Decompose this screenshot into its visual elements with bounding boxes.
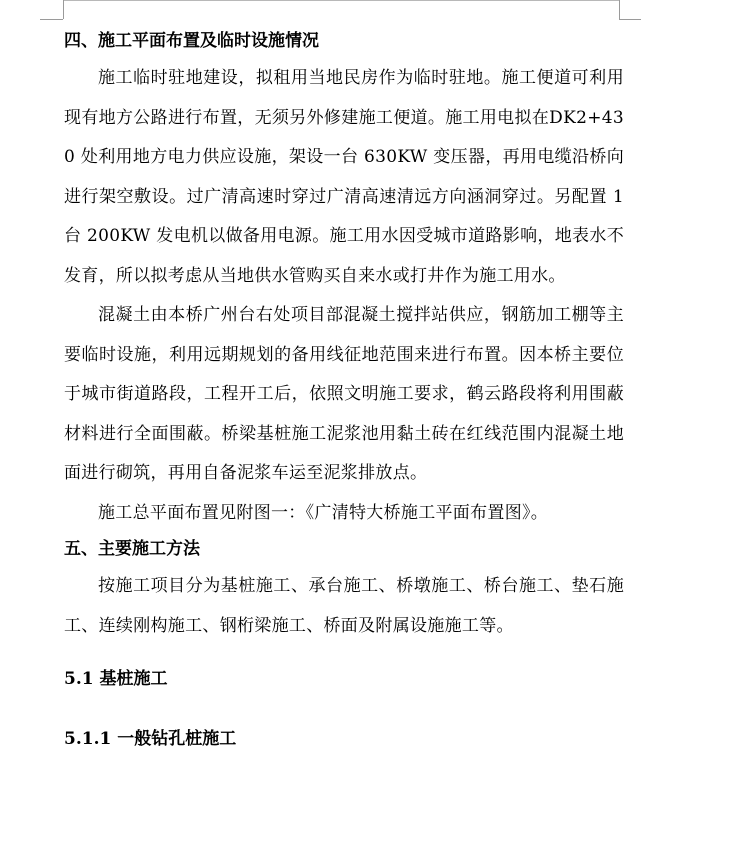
section-4-paragraph-3: 施工总平面布置见附图一：《广清特大桥施工平面布置图》。 (98, 502, 549, 523)
crop-mark-top-right-vertical (619, 0, 620, 19)
section-5-1-1-heading: 5.1.1 一般钻孔桩施工 (64, 729, 237, 749)
page-top-border (63, 0, 619, 1)
crop-mark-top-right (619, 19, 641, 20)
section-5-paragraph-1: 按施工项目分为基桩施工、承台施工、桥墩施工、桥台施工、垫石施工、连续刚构施工、钢桁梁施工、桥面及附属设施施工等。 (64, 576, 624, 636)
section-4-heading: 四、施工平面布置及临时设施情况 (64, 31, 319, 51)
crop-mark-top-left-vertical (63, 0, 64, 19)
crop-mark-top-left (40, 19, 63, 20)
section-4-paragraph-1: 施工临时驻地建设，拟租用当地民房作为临时驻地。施工便道可利用现有地方公路进行布置，无须另外修建施工便道。施工用电拟在DK2+430 处利用地方电力供应设施，架设一台 630KW 变压器，再用电缆沿桥向进行架空敷设。过广清高速时穿过广清高速清远方向涵洞穿过。另配置 1 台 200KW 发电机以做备用电源。施工用水因受城市道路影响，地表水不发育，所以拟考虑从当地供水管购买自来水或打井作为施工用水。 (64, 68, 624, 286)
section-4-paragraph-2: 混凝土由本桥广州台右处项目部混凝土搅拌站供应，钢筋加工棚等主要临时设施，利用远期规划的备用线征地范围来进行布置。因本桥主要位于城市街道路段，工程开工后，依照文明施工要求，鹤云路段将利用围蔽材料进行全面围蔽。桥梁基桩施工泥浆池用黏土砖在红线范围内混凝土地面进行砌筑，再用自备泥浆车运至泥浆排放点。 (64, 305, 624, 483)
document-body (64, 26, 624, 752)
section-5-1-heading: 5.1 基桩施工 (64, 669, 168, 689)
section-5-heading: 五、主要施工方法 (64, 539, 200, 559)
